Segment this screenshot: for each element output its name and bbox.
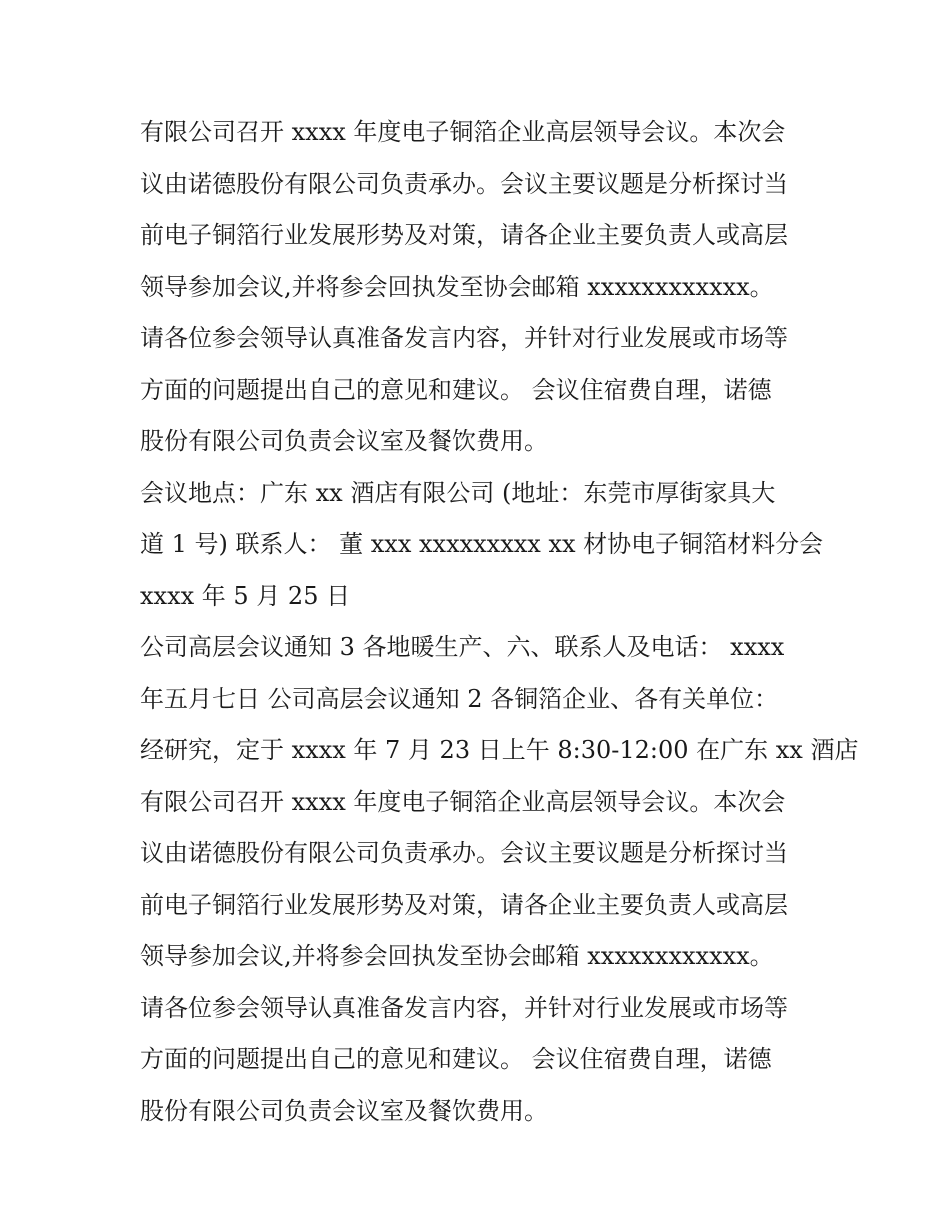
text-line: 方面的问题提出自己的意见和建议。 会议住宿费自理，诺德 (140, 375, 772, 404)
text-line: 方面的问题提出自己的意见和建议。 会议住宿费自理，诺德 (140, 1045, 772, 1073)
text-line: 股份有限公司负责会议室及餐饮费用。 (140, 1096, 548, 1125)
text-line: 股份有限公司负责会议室及餐饮费用。 (140, 427, 548, 455)
text-line: 经研究，定于 xxxx 年 7 月 23 日上午 8:30-12:00 在广东 xx 酒店 (140, 736, 859, 764)
text-line: 有限公司召开 xxxx 年度电子铜箔企业高层领导会议。本次会 (140, 118, 786, 146)
text-line: 有限公司召开 xxxx 年度电子铜箔企业高层领导会议。本次会 (140, 787, 786, 816)
text-line: 前电子铜箔行业发展形势及对策，请各企业主要负责人或高层 (140, 890, 788, 919)
text-line: 领导参加会议,并将参会回执发至协会邮箱 xxxxxxxxxxxx。 (140, 272, 774, 301)
text-line: 请各位参会领导认真准备发言内容，并针对行业发展或市场等 (140, 324, 788, 352)
text-line: 前电子铜箔行业发展形势及对策，请各企业主要负责人或高层 (140, 221, 788, 249)
text-line: xxxx 年 5 月 25 日 (140, 581, 351, 610)
text-line: 议由诺德股份有限公司负责承办。会议主要议题是分析探讨当 (140, 839, 788, 867)
text-line: 议由诺德股份有限公司负责承办。会议主要议题是分析探讨当 (140, 169, 788, 198)
text-line: 领导参加会议,并将参会回执发至协会邮箱 xxxxxxxxxxxx。 (140, 942, 774, 970)
text-line: 道 1 号) 联系人： 董 xxx xxxxxxxxx xx 材协电子铜箔材料分会 (140, 530, 824, 558)
text-line: 公司高层会议通知 3 各地暖生产、六、联系人及电话： xxxx (140, 633, 785, 661)
document-body (140, 107, 859, 1137)
text-line: 请各位参会领导认真准备发言内容，并针对行业发展或市场等 (140, 993, 788, 1022)
text-line: 年五月七日 公司高层会议通知 2 各铜箔企业、各有关单位： (140, 684, 779, 713)
text-line: 会议地点：广东 xx 酒店有限公司 (地址：东莞市厚街家具大 (140, 478, 776, 507)
